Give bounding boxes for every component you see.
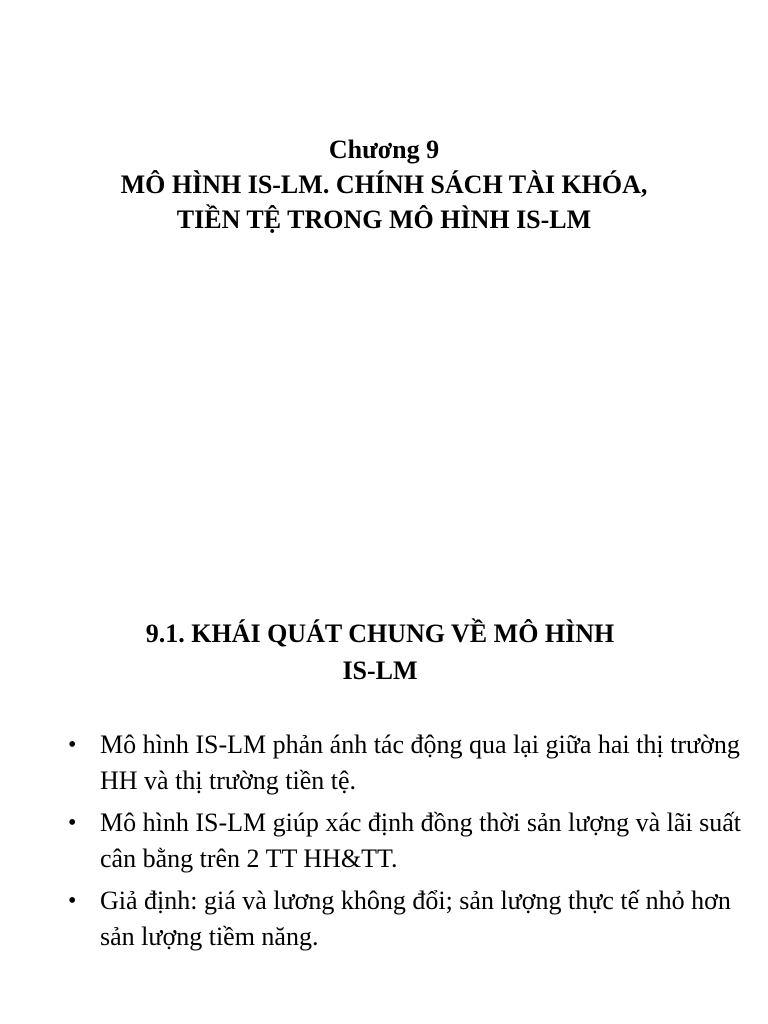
list-item (68, 883, 748, 955)
list-item (68, 727, 748, 799)
bullet-list (68, 727, 748, 961)
bullet-icon: • (68, 732, 77, 758)
list-item-text: Mô hình IS-LM giúp xác định đồng thời sản lượng và lãi suất cân bằng trên 2 TT HH&TT. (100, 808, 741, 873)
bullet-icon: • (68, 810, 77, 836)
chapter-title (0, 132, 768, 237)
section-heading-line-2: IS-LM (342, 656, 418, 685)
section-heading (0, 615, 760, 689)
section-heading-line-1: 9.1. KHÁI QUÁT CHUNG VỀ MÔ HÌNH (145, 619, 615, 648)
list-item-text: Giả định: giá và lương không đổi; sản lượng thực tế nhỏ hơn sản lượng tiềm năng. (100, 886, 731, 951)
bullet-icon: • (68, 888, 77, 914)
chapter-title-line-2: TIỀN TỆ TRONG MÔ HÌNH IS-LM (176, 205, 592, 234)
list-item-text: Mô hình IS-LM phản ánh tác động qua lại giữa hai thị trường HH và thị trường tiền tệ. (100, 730, 740, 795)
chapter-number: Chương 9 (328, 135, 440, 164)
chapter-title-line-1: MÔ HÌNH IS-LM. CHÍNH SÁCH TÀI KHÓA, (120, 170, 648, 199)
list-item (68, 805, 748, 877)
